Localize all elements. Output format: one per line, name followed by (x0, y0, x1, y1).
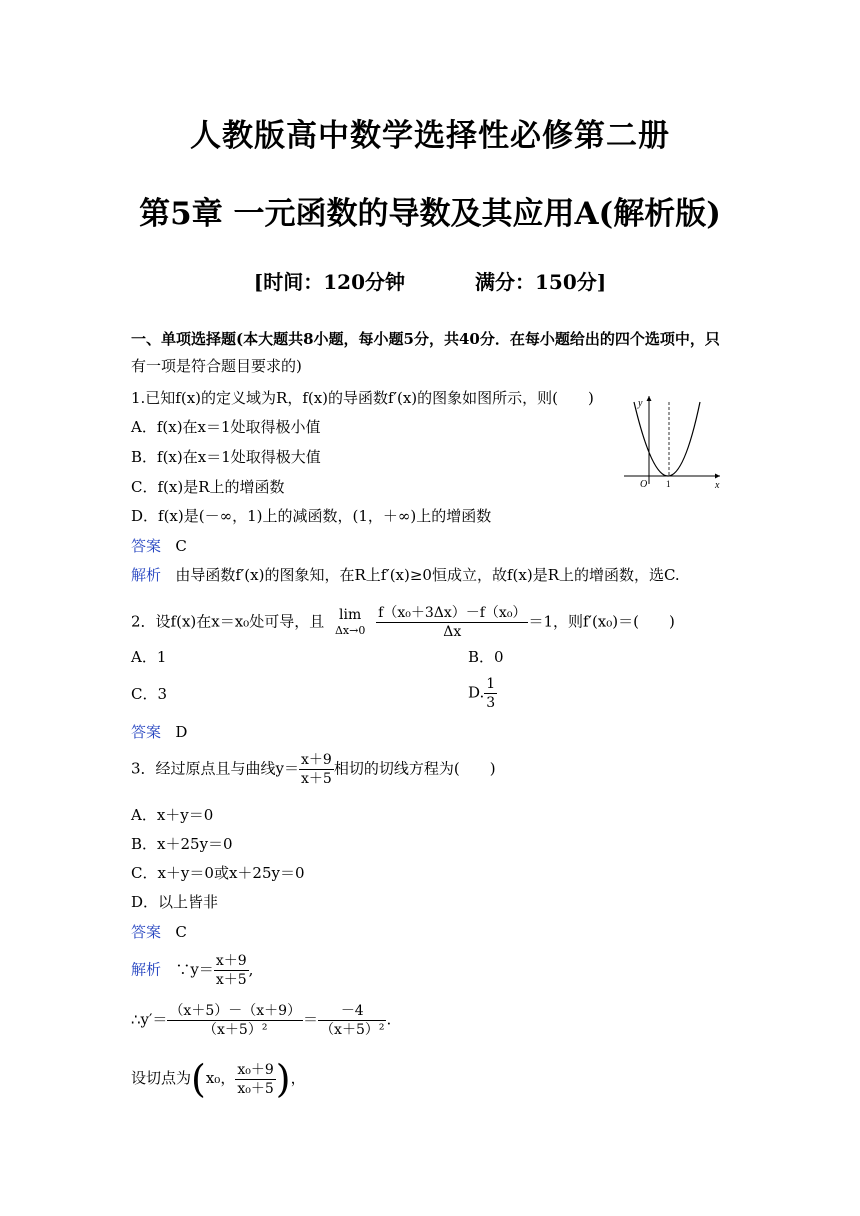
y-axis-arrow (647, 396, 652, 401)
q1-stem: 1.已知f(x)的定义域为R，f(x)的导函数f′(x)的图象如图所示，则( ) (131, 389, 594, 407)
answer-value: C (175, 537, 187, 555)
y-label: y (638, 398, 643, 409)
q1-derivative-graph (618, 392, 726, 490)
origin-label: O (640, 479, 648, 490)
exam-meta (0, 266, 860, 295)
answer-label: 答案 (131, 537, 162, 555)
chapter-title: 第5章 一元函数的导数及其应用A(解析版) (139, 196, 721, 232)
x-label: x (715, 480, 720, 490)
q1-option-b: B．f(x)在x＝1处取得极大值 (131, 448, 321, 466)
answer-value: D (175, 723, 188, 741)
answer-value: C (175, 923, 187, 941)
section-heading-line1: 一、单项选择题(本大题共8小题，每小题5分，共40分．在每小题给出的四个选项中，只 (131, 330, 720, 348)
q1-analysis (131, 564, 680, 586)
document-title: 人教版高中数学选择性必修第二册 (190, 118, 670, 154)
q3-tangent-fraction: $\frac{\text{x₀＋9}}{\text{x₀＋5}}$ (237, 1061, 274, 1097)
section-heading-line2: 有一项是符合题目要求的) (131, 357, 302, 375)
q2-option-b: B．0 (468, 648, 504, 666)
q2-stem (131, 604, 675, 641)
q2-option-d: D. $\frac{1}{3}$ (468, 676, 496, 711)
q1-answer (131, 535, 187, 557)
q3-option-b: B．x＋25y＝0 (131, 835, 233, 853)
answer-label: 答案 (131, 923, 162, 941)
q2-stem-pre: 2．设f(x)在x＝x₀处可导，且 (131, 612, 325, 631)
derivative-curve (634, 402, 700, 476)
analysis-text: 由导函数f′(x)的图象知，在R上f′(x)≥0恒成立，故f(x)是R上的增函数，选C. (175, 566, 680, 584)
q2-stem-post: ＝1，则f′(x₀)＝( ) (528, 612, 675, 631)
exam-score: 满分：150分] (475, 270, 607, 294)
q1-option-c: C．f(x)是R上的增函数 (131, 478, 285, 496)
q3-analysis: 解析 ∵y＝ $\frac{x+9}{x+5}$ , (131, 953, 254, 988)
q2-answer (131, 721, 187, 743)
q3-tangent-point: 设切点为(x₀， $\frac{\text{x₀＋9}}{\text{x₀＋5}}$ )， (131, 1057, 306, 1101)
q3-deriv-fraction-1: $\frac{(x+5)-(x+9)}{\text{（x＋5）²}}$ (169, 1003, 302, 1038)
q2-d-fraction: $\frac{1}{3}$ (486, 676, 496, 711)
answer-label: 答案 (131, 723, 162, 741)
q3-analysis-fraction: $\frac{x+9}{x+5}$ (215, 953, 247, 988)
analysis-label: 解析 (131, 960, 162, 979)
limit: lim Δx→0 (334, 606, 366, 637)
q2-option-c: C．3 (131, 685, 168, 703)
q3-deriv-fraction-2: $\frac{-4}{\text{（x＋5）²}}$ (320, 1003, 385, 1038)
exam-time: [时间：120分钟 (253, 270, 405, 294)
q2-fraction: $\frac{\text{f（x₀＋3Δx）－f（x₀）}}{\Delta x}$ (378, 605, 527, 640)
q1-option-a: A．f(x)在x＝1处取得极小值 (131, 418, 321, 436)
q3-option-d: D．以上皆非 (131, 893, 219, 911)
q3-derivative: ∴y′＝ $\frac{(x+5)-(x+9)}{\text{（x＋5）²}}$ ＝ $\frac{-4}{\text{（x＋5）²}}$ . (131, 1003, 392, 1038)
analysis-label: 解析 (131, 566, 162, 584)
q3-option-a: A．x＋y＝0 (131, 806, 214, 824)
q2-option-a: A．1 (131, 648, 167, 666)
q3-answer (131, 921, 187, 943)
q1-option-d: D．f(x)是(－∞，1)上的减函数，(1，＋∞)上的增函数 (131, 507, 492, 525)
q3-curve-fraction: $\frac{x+9}{x+5}$ (301, 752, 332, 787)
q3-stem: 3．经过原点且与曲线y＝ $\frac{x+9}{x+5}$ 相切的切线方程为( ) (131, 752, 496, 787)
q3-option-c: C．x＋y＝0或x＋25y＝0 (131, 864, 305, 882)
tick-label-1: 1 (666, 479, 671, 489)
x-axis-arrow (715, 474, 720, 479)
